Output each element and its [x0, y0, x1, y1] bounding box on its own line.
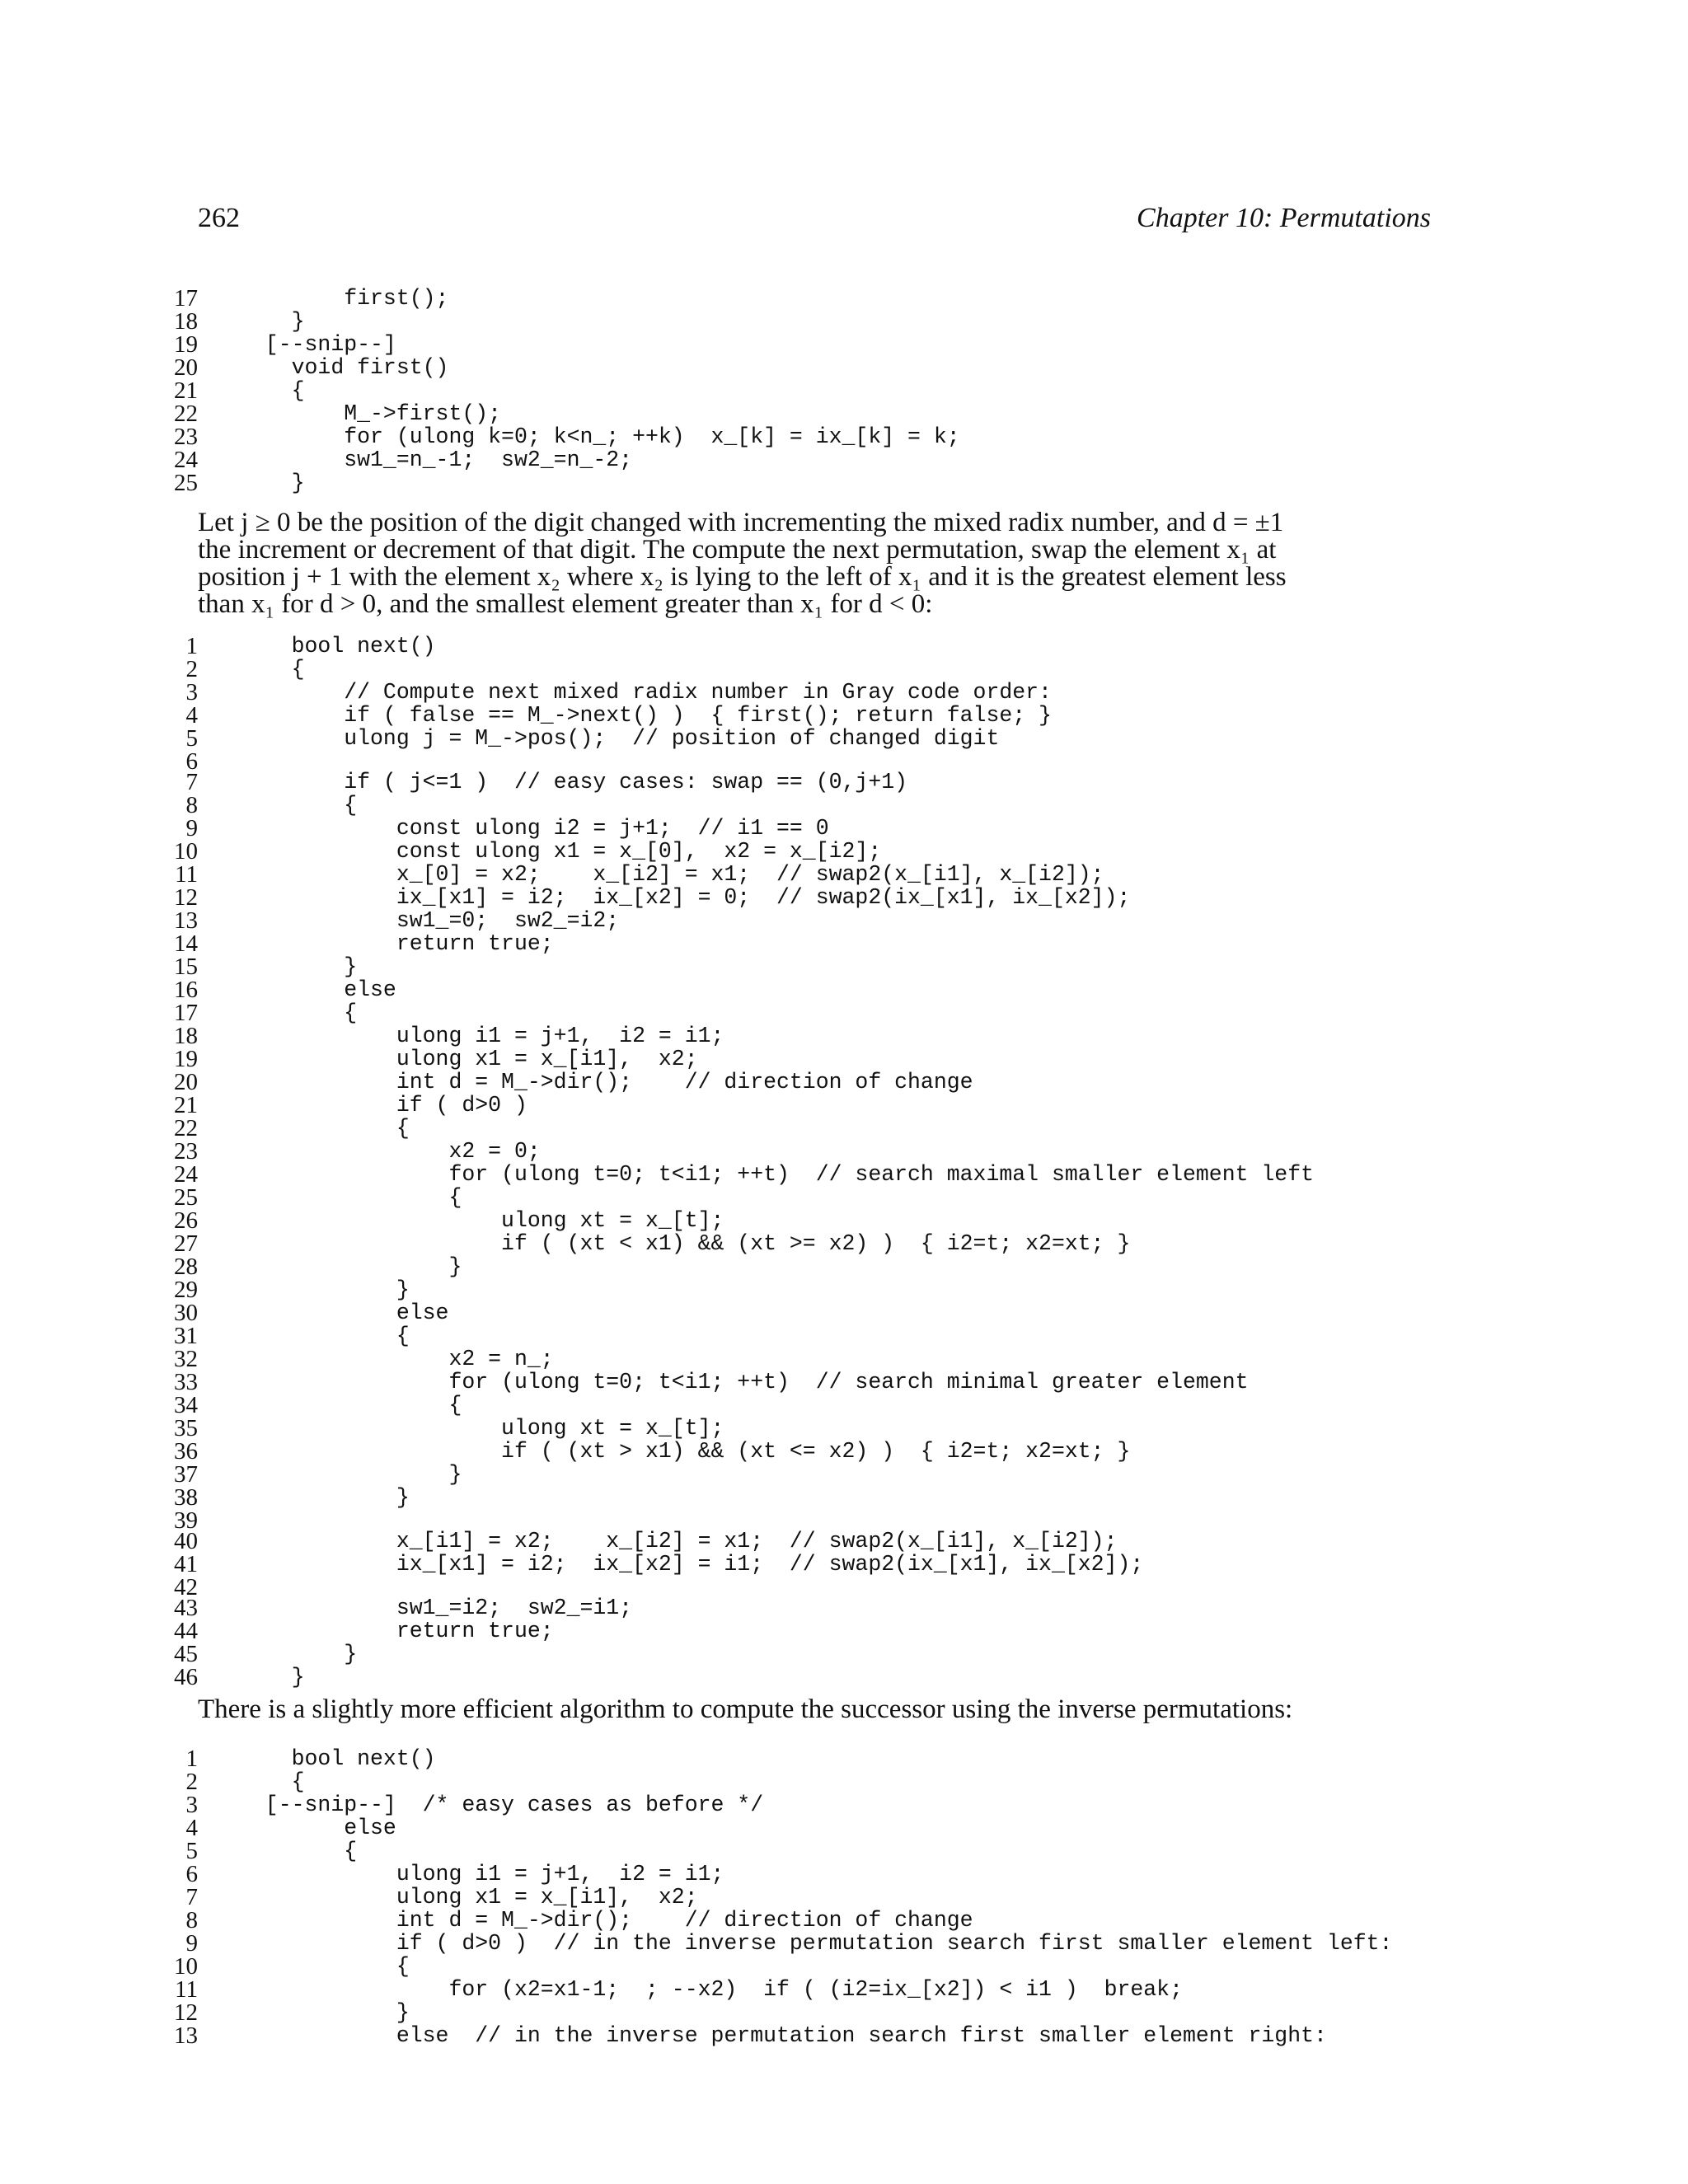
code-line [0, 379, 1688, 402]
code-line [0, 1047, 1688, 1071]
line-number: 34 [174, 1392, 198, 1418]
code-text: { [239, 1769, 305, 1794]
code-line [0, 1486, 1688, 1509]
line-number: 10 [174, 838, 198, 865]
code-line [0, 727, 1688, 750]
code-text: ulong x1 = x_[i1], x2; [239, 1047, 698, 1071]
line-number: 20 [174, 1069, 198, 1095]
code-line [0, 955, 1688, 978]
line-number: 17 [174, 285, 198, 312]
line-number: 18 [174, 308, 198, 335]
code-line [0, 1394, 1688, 1417]
code-text: ulong x1 = x_[i1], x2; [239, 1885, 698, 1910]
code-line [0, 681, 1688, 704]
line-number: 40 [174, 1528, 198, 1554]
code-text: } [239, 1462, 462, 1487]
code-text: ulong xt = x_[t]; [239, 1208, 724, 1233]
code-line [0, 1140, 1688, 1163]
code-line [0, 2024, 1688, 2047]
line-number: 12 [174, 884, 198, 911]
line-number: 21 [174, 377, 198, 404]
code-text: if ( d>0 ) // in the inverse permutation search first smaller element left: [239, 1931, 1393, 1956]
line-number: 27 [174, 1230, 198, 1257]
line-number: 28 [174, 1254, 198, 1280]
code-line [0, 1417, 1688, 1440]
code-line [0, 863, 1688, 886]
line-number: 37 [174, 1461, 198, 1488]
code-line [0, 1186, 1688, 1209]
body-paragraph-inverse-successor [198, 1696, 1434, 1723]
line-number: 13 [174, 907, 198, 934]
code-line [0, 1094, 1688, 1117]
code-text: const ulong i2 = j+1; // i1 == 0 [239, 816, 829, 841]
code-text: if ( (xt > x1) && (xt <= x2) ) { i2=t; x2=xt; } [239, 1439, 1131, 1464]
code-text: first(); [239, 286, 449, 311]
code-listing-first [0, 287, 1688, 494]
code-line [0, 1301, 1688, 1324]
code-line [0, 1840, 1688, 1863]
line-number: 43 [174, 1595, 198, 1621]
line-number: 8 [185, 1907, 198, 1933]
page-header [198, 203, 1431, 244]
code-line [0, 1463, 1688, 1486]
line-number: 22 [174, 1115, 198, 1141]
code-text: } [239, 1642, 358, 1666]
code-text: ulong j = M_->pos(); // position of changed digit [239, 726, 1000, 751]
code-line [0, 1574, 1688, 1601]
code-line [0, 932, 1688, 955]
code-line [0, 287, 1688, 310]
code-line [0, 1619, 1688, 1643]
code-line [0, 1666, 1688, 1689]
code-line [0, 658, 1688, 681]
code-text: { [239, 1954, 410, 1979]
code-text: int d = M_->dir(); // direction of change [239, 1908, 973, 1933]
code-text: [--snip--] /* easy cases as before */ [239, 1793, 764, 1817]
code-text: [--snip--] [239, 332, 396, 357]
line-number: 10 [174, 1953, 198, 1980]
line-number: 29 [174, 1277, 198, 1303]
line-number: 42 [174, 1574, 198, 1601]
code-text: x_[0] = x2; x_[i2] = x1; // swap2(x_[i1], x_[i2]); [239, 862, 1104, 887]
code-line [0, 748, 1688, 775]
code-line [0, 1530, 1688, 1553]
code-line [0, 310, 1688, 333]
line-number: 19 [174, 1046, 198, 1072]
code-line [0, 1001, 1688, 1024]
paragraph-line: the increment or decrement of that digit. The compute the next permutation, swap the element x₁ at [198, 535, 1277, 565]
line-number: 15 [174, 954, 198, 980]
line-number: 5 [185, 1838, 198, 1864]
code-text: void first() [239, 355, 449, 380]
code-line [0, 886, 1688, 909]
code-line [0, 425, 1688, 448]
code-text: return true; [239, 1619, 554, 1643]
code-text: { [239, 657, 305, 682]
line-number: 17 [174, 1000, 198, 1026]
code-text: for (ulong t=0; t<i1; ++t) // search maximal smaller element left [239, 1162, 1315, 1187]
code-text: int d = M_->dir(); // direction of change [239, 1070, 973, 1094]
line-number: 26 [174, 1207, 198, 1234]
line-number: 25 [174, 1184, 198, 1211]
code-text: if ( false == M_->next() ) { first(); return false; } [239, 703, 1052, 728]
code-line [0, 402, 1688, 425]
code-text: else // in the inverse permutation search first smaller element right: [239, 2023, 1327, 2048]
line-number: 20 [174, 354, 198, 381]
code-text: x2 = 0; [239, 1139, 541, 1164]
code-text: } [239, 954, 358, 979]
line-number: 14 [174, 930, 198, 957]
code-line [0, 471, 1688, 494]
code-text: } [239, 1277, 410, 1302]
code-text: } [239, 1254, 462, 1279]
paragraph-line: Let j ≥ 0 be the position of the digit changed with incrementing the mixed radix number, and d = ±1 [198, 508, 1284, 537]
paragraph-line: than x₁ for d > 0, and the smallest element greater than x₁ for d < 0: [198, 589, 933, 619]
code-text: if ( d>0 ) [239, 1093, 528, 1118]
line-number: 24 [174, 447, 198, 473]
code-line [0, 1347, 1688, 1371]
line-number: 39 [174, 1507, 198, 1534]
code-line [0, 1163, 1688, 1186]
code-line [0, 2001, 1688, 2024]
line-number: 24 [174, 1161, 198, 1188]
line-number: 8 [185, 792, 198, 818]
code-text: } [239, 2000, 410, 2025]
code-text: M_->first(); [239, 401, 502, 426]
code-text: sw1_=i2; sw2_=i1; [239, 1596, 633, 1620]
line-number: 23 [174, 1138, 198, 1165]
code-text: else [239, 977, 396, 1002]
code-text: ulong i1 = j+1, i2 = i1; [239, 1024, 724, 1048]
line-number: 25 [174, 470, 198, 496]
line-number: 18 [174, 1023, 198, 1049]
code-line [0, 1932, 1688, 1955]
line-number: 23 [174, 424, 198, 450]
paragraph-line: position j + 1 with the element x₂ where x₂ is lying to the left of x₁ and it is the greatest element less [198, 562, 1287, 592]
code-text: { [239, 793, 358, 818]
code-text: { [239, 1393, 462, 1418]
code-line [0, 1209, 1688, 1232]
code-line [0, 1955, 1688, 1978]
code-line [0, 704, 1688, 727]
line-number: 46 [174, 1664, 198, 1690]
chapter-title: Chapter 10: Permutations [1137, 203, 1431, 233]
line-number: 13 [174, 2022, 198, 2049]
code-text: bool next() [239, 1746, 436, 1771]
code-listing-next [0, 635, 1688, 1689]
line-number: 33 [174, 1369, 198, 1395]
line-number: 31 [174, 1323, 198, 1349]
code-line [0, 1324, 1688, 1347]
code-text: { [239, 1324, 410, 1348]
line-number: 6 [185, 1861, 198, 1887]
line-number: 11 [175, 1976, 198, 2003]
line-number: 2 [185, 1769, 198, 1795]
code-line [0, 333, 1688, 356]
line-number: 16 [174, 977, 198, 1003]
line-number: 4 [185, 702, 198, 729]
line-number: 1 [185, 633, 198, 659]
code-line [0, 1596, 1688, 1619]
code-line [0, 771, 1688, 794]
code-text: if ( (xt < x1) && (xt >= x2) ) { i2=t; x2=xt; } [239, 1231, 1131, 1256]
code-line [0, 1371, 1688, 1394]
code-listing-next-inverse [0, 1747, 1688, 2047]
line-number: 32 [174, 1346, 198, 1372]
code-text: bool next() [239, 634, 436, 658]
line-number: 7 [185, 1884, 198, 1910]
code-line [0, 1816, 1688, 1840]
line-number: 5 [185, 725, 198, 752]
code-text: } [239, 1485, 410, 1510]
code-line [0, 635, 1688, 658]
code-line [0, 356, 1688, 379]
code-line [0, 909, 1688, 932]
line-number: 12 [174, 1999, 198, 2026]
code-text: ix_[x1] = i2; ix_[x2] = 0; // swap2(ix_[x1], ix_[x2]); [239, 885, 1131, 910]
code-line [0, 448, 1688, 471]
code-text: } [239, 471, 305, 495]
line-number: 2 [185, 656, 198, 682]
line-number: 36 [174, 1438, 198, 1465]
code-text: { [239, 1839, 358, 1863]
code-text: sw1_=n_-1; sw2_=n_-2; [239, 448, 633, 472]
line-number: 7 [185, 769, 198, 795]
code-text: { [239, 378, 305, 403]
line-number: 1 [185, 1746, 198, 1772]
line-number: 35 [174, 1415, 198, 1441]
code-line [0, 1553, 1688, 1576]
code-line [0, 1643, 1688, 1666]
paragraph-line: There is a slightly more efficient algorithm to compute the successor using the inverse permutations: [198, 1694, 1293, 1724]
code-line [0, 1232, 1688, 1255]
code-line [0, 1278, 1688, 1301]
code-line [0, 794, 1688, 817]
line-number: 19 [174, 331, 198, 358]
code-text: for (x2=x1-1; ; --x2) if ( (i2=ix_[x2]) < i1 ) break; [239, 1977, 1183, 2002]
code-line [0, 1440, 1688, 1463]
code-line [0, 1117, 1688, 1140]
code-line [0, 1507, 1688, 1534]
code-text: for (ulong k=0; k<n_; ++k) x_[k] = ix_[k] = k; [239, 424, 960, 449]
code-text: x_[i1] = x2; x_[i2] = x1; // swap2(x_[i1], x_[i2]); [239, 1529, 1118, 1554]
line-number: 30 [174, 1300, 198, 1326]
code-text: return true; [239, 931, 554, 956]
code-text: } [239, 309, 305, 334]
code-text: else [239, 1816, 396, 1840]
line-number: 6 [185, 748, 198, 775]
code-text: { [239, 1116, 410, 1141]
line-number: 3 [185, 1792, 198, 1818]
code-text: { [239, 1001, 358, 1025]
code-text: for (ulong t=0; t<i1; ++t) // search minimal greater element [239, 1370, 1249, 1394]
code-line [0, 1978, 1688, 2001]
code-line [0, 817, 1688, 840]
line-number: 21 [174, 1092, 198, 1118]
code-text: // Compute next mixed radix number in Gray code order: [239, 680, 1052, 705]
code-line [0, 1255, 1688, 1278]
line-number: 41 [174, 1551, 198, 1577]
page-number: 262 [198, 203, 240, 233]
code-text: sw1_=0; sw2_=i2; [239, 908, 620, 933]
code-line [0, 1909, 1688, 1932]
line-number: 9 [185, 815, 198, 841]
line-number: 4 [185, 1815, 198, 1841]
code-line [0, 1863, 1688, 1886]
line-number: 11 [175, 861, 198, 888]
code-text: ix_[x1] = i2; ix_[x2] = i1; // swap2(ix_[x1], ix_[x2]); [239, 1552, 1144, 1577]
code-text: const ulong x1 = x_[0], x2 = x_[i2]; [239, 839, 882, 864]
code-line [0, 1770, 1688, 1793]
code-text: if ( j<=1 ) // easy cases: swap == (0,j+1) [239, 770, 908, 794]
line-number: 22 [174, 401, 198, 427]
line-number: 44 [174, 1618, 198, 1644]
code-text: { [239, 1185, 462, 1210]
line-number: 9 [185, 1930, 198, 1957]
code-text: ulong i1 = j+1, i2 = i1; [239, 1862, 724, 1886]
line-number: 45 [174, 1641, 198, 1667]
code-line [0, 1071, 1688, 1094]
code-line [0, 978, 1688, 1001]
code-line [0, 1793, 1688, 1816]
code-line [0, 1886, 1688, 1909]
code-text: else [239, 1301, 449, 1325]
code-text: ulong xt = x_[t]; [239, 1416, 724, 1441]
code-line [0, 840, 1688, 863]
code-line [0, 1747, 1688, 1770]
code-text: } [239, 1665, 305, 1690]
line-number: 38 [174, 1484, 198, 1511]
code-line [0, 1024, 1688, 1047]
code-text: x2 = n_; [239, 1347, 554, 1371]
line-number: 3 [185, 679, 198, 705]
body-paragraph-next-permutation [198, 509, 1434, 618]
